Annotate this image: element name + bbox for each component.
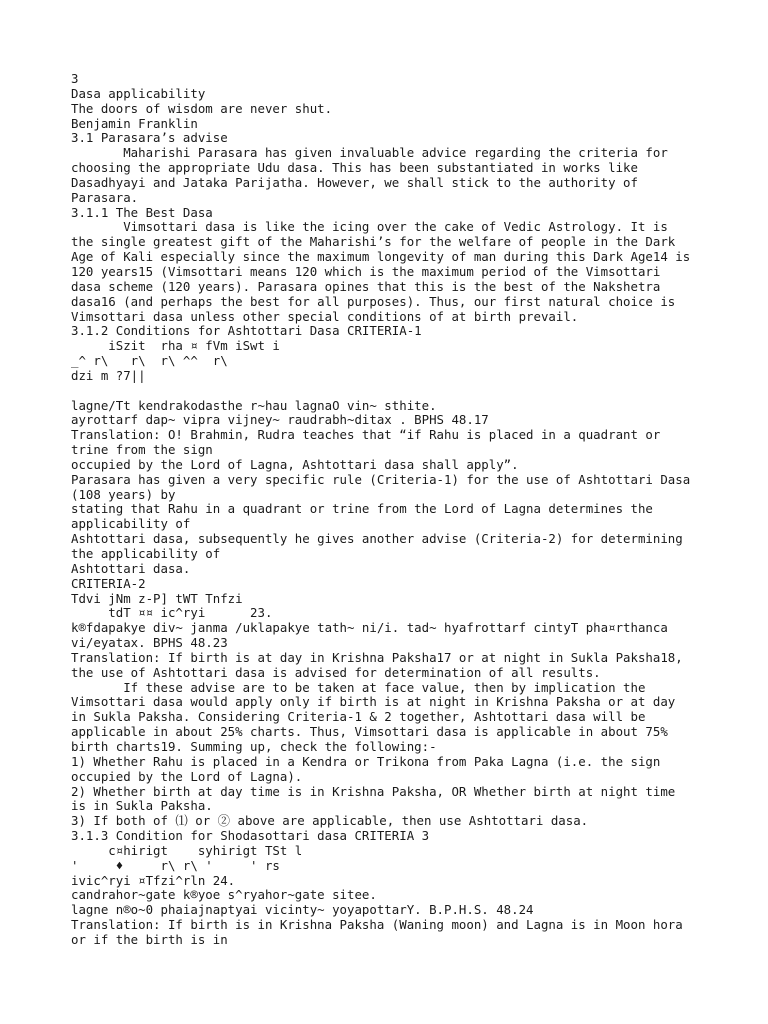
text-line: the single greatest gift of the Maharishi’s for the welfare of people in the Dark xyxy=(71,234,676,250)
text-line: dasa scheme (120 years). Parasara opines that this is the best of the Nakshetra xyxy=(71,278,661,294)
text-line: Translation: If birth is at day in Krishna Paksha17 or at night in Sukla Paksha18, xyxy=(71,649,683,665)
text-line: applicable in about 25% charts. Thus, Vimsottari dasa is applicable in about 75% xyxy=(71,724,668,740)
text-line: (108 years) by xyxy=(71,486,176,502)
text-line: 3.1.2 Conditions for Ashtottari Dasa CRITERIA-1 xyxy=(71,323,422,339)
text-line: the use of Ashtottari dasa is advised for determination of all results. xyxy=(71,664,601,680)
text-line: Ashtottari dasa. xyxy=(71,560,191,576)
text-line: lagne/Tt kendrakodasthe r~hau lagnaO vin~ sthite. xyxy=(71,397,437,413)
text-line xyxy=(71,384,761,399)
text-line: The doors of wisdom are never shut. xyxy=(71,100,333,116)
text-line: c¤hirigt syhirigt TSt l xyxy=(71,842,303,858)
text-line: dasa16 (and perhaps the best for all purposes). Thus, our first natural choice is xyxy=(71,293,676,309)
text-line: 3 xyxy=(71,71,79,86)
text-line: 3.1 Parasara’s advise xyxy=(71,130,228,146)
text-line: Dasa applicability xyxy=(71,85,206,101)
text-line: CRITERIA-2 xyxy=(71,575,146,591)
text-line: Parasara has given a very specific rule (Criteria-1) for the use of Ashtottari Dasa xyxy=(71,471,691,487)
text-line: Ashtottari dasa, subsequently he gives another advise (Criteria-2) for determining xyxy=(71,531,683,547)
text-line: dzi m ?7|| xyxy=(71,367,146,383)
text-line: birth charts19. Summing up, check the following:- xyxy=(71,738,437,754)
document-text xyxy=(71,72,761,948)
text-line: vi/eyatax. BPHS 48.23 xyxy=(71,635,228,651)
text-line: Benjamin Franklin xyxy=(71,115,198,131)
text-line: candrahor~gate k®yoe s^ryahor~gate sitee. xyxy=(71,887,377,903)
text-line: 3.1.3 Condition for Shodasottari dasa CRITERIA 3 xyxy=(71,828,430,844)
text-line: k®fdapakye div~ janma /uklapakye tath~ ni/i. tad~ hyafrottarf cintyT pha¤rthanca xyxy=(71,620,668,636)
text-line: trine from the sign xyxy=(71,442,213,458)
text-line: ivic^ryi ¤Tfzi^rln 24. xyxy=(71,872,236,888)
text-line: tdT ¤¤ ic^ryi 23. xyxy=(71,605,273,621)
text-line: _^ r\ r\ r\ ^^ r\ xyxy=(71,353,228,369)
text-line: Dasadhyayi and Jataka Parijatha. However, we shall stick to the authority of xyxy=(71,174,638,190)
text-line: in Sukla Paksha. Considering Criteria-1 & 2 together, Ashtottari dasa will be xyxy=(71,709,646,725)
text-line: Parasara. xyxy=(71,189,139,205)
text-line: the applicability of xyxy=(71,546,221,561)
text-line: choosing the appropriate Udu dasa. This has been substantiated in works like xyxy=(71,160,638,176)
text-line: occupied by the Lord of Lagna). xyxy=(71,768,303,784)
text-line: is in Sukla Paksha. xyxy=(71,798,213,814)
text-line: 3.1.1 The Best Dasa xyxy=(71,204,213,220)
text-line: 120 years15 (Vimsottari means 120 which is the maximum period of the Vimsottari xyxy=(71,263,661,279)
text-line: Vimsottari dasa unless other special conditions of at birth prevail. xyxy=(71,308,579,324)
text-line: occupied by the Lord of Lagna, Ashtottari dasa shall apply”. xyxy=(71,456,519,472)
text-line: lagne n®o~0 phaiajnaptyai vicinty~ yoyapottarY. B.P.H.S. 48.24 xyxy=(71,902,534,918)
text-line: or if the birth is in xyxy=(71,931,228,947)
text-line: 2) Whether birth at day time is in Krishna Paksha, OR Whether birth at night time xyxy=(71,783,676,799)
text-line: ayrottarf dap~ vipra vijney~ raudrabh~ditax . BPHS 48.17 xyxy=(71,412,489,428)
text-line: 1) Whether Rahu is placed in a Kendra or Trikona from Paka Lagna (i.e. the sign xyxy=(71,753,661,769)
text-line: Age of Kali especially since the maximum longevity of man during this Dark Age14 is xyxy=(71,249,691,265)
text-line: Vimsottari dasa is like the icing over the cake of Vedic Astrology. It is xyxy=(71,219,668,235)
text-line: If these advise are to be taken at face value, then by implication the xyxy=(71,679,646,695)
text-line: 3) If both of ⑴ or ② above are applicable, then use Ashtottari dasa. xyxy=(71,813,589,829)
text-line: applicability of xyxy=(71,516,191,532)
text-line: Translation: If birth is in Krishna Paksha (Waning moon) and Lagna is in Moon hora xyxy=(71,917,683,933)
text-line: Vimsottari dasa would apply only if birth is at night in Krishna Paksha or at day xyxy=(71,694,676,710)
text-line: Maharishi Parasara has given invaluable advice regarding the criteria for xyxy=(71,145,668,161)
text-line: stating that Rahu in a quadrant or trine from the Lord of Lagna determines the xyxy=(71,501,653,517)
text-line: Translation: O! Brahmin, Rudra teaches that “if Rahu is placed in a quadrant or xyxy=(71,427,661,443)
text-line: ' ♦ r\ r\ ' ' rs xyxy=(71,857,280,873)
text-line: iSzit rha ¤ fVm iSwt i xyxy=(71,338,280,354)
text-line: Tdvi jNm z-P] tWT Tnfzi xyxy=(71,590,243,606)
